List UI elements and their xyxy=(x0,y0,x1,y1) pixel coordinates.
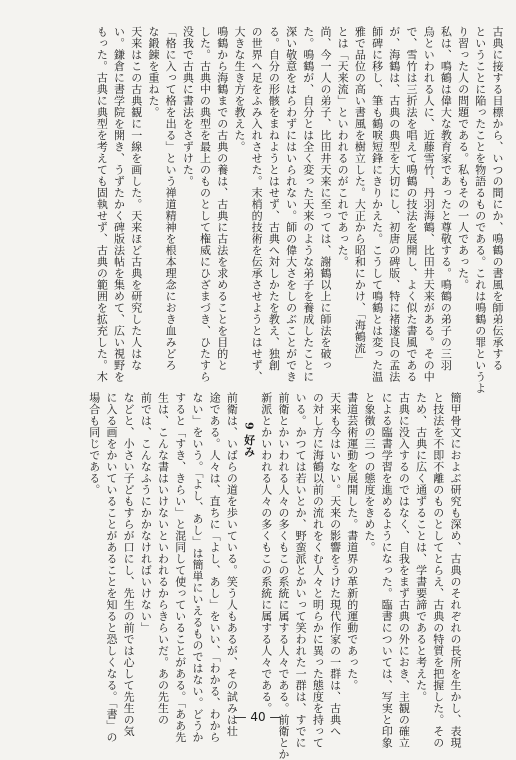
text-line: り習った人の問題である。私もその一人であった。 xyxy=(456,26,470,291)
text-line: すると「すき、きらい」と混同して使っていることがある。「ああ先 xyxy=(173,392,187,743)
text-line: と象徴の三つの態度をきめた。 xyxy=(362,392,376,553)
text-line: 前では、こんなふうにかかなければいけない」 xyxy=(139,392,153,634)
text-line: に入る画をかいていることがあることを知ると恐しくなる。「書」の xyxy=(104,392,118,743)
text-line: とは「天来流」といわれるのがこれであった。 xyxy=(336,26,350,268)
text-line: と技法を不即不離のものとしてとらえ、古典の特質を把握した。その xyxy=(431,392,445,749)
text-line: が、海鶴は、古典の典型を大切にし、初唐の碑版、特に褚遂良の孟法 xyxy=(387,26,401,383)
text-line: 前衛は、いばらの道を歩いている。笑う人もあるが、その試みは壮 xyxy=(225,392,239,737)
text-line: 雅で品位の高い書風を樹立した。大正から昭和にかけ、「海鶴流」 xyxy=(353,26,367,366)
text-line: 師碑に移し、筆も鶴唳短鋒にきりかえた。こうして鳴鶴とは変った温 xyxy=(370,26,384,383)
text-line: いる。かつては若いとか、野蛮派とかいって笑われた一群は、すでに xyxy=(294,392,308,749)
text-line: 深い敬意をはらわずにはいられない。師の偉大さをしのぶことができ xyxy=(284,26,298,383)
text-line: 前衛とかいわれる人々の多くもこの系統に属する人々である。前衛とか xyxy=(276,392,290,760)
text-line: 尚、今一人の弟子、比田井天来に至っては、謝鶴以上に師法を破っ xyxy=(318,26,332,371)
text-line: による臨書学習を進めるようになった。臨書については、写実と印象 xyxy=(380,392,394,749)
text-line: 新派とかいわれる人々の多くもこの系統に属する人々である。 xyxy=(259,392,273,714)
text-line: ため、古典に広く通ずることは、学書要諦であると考えた。 xyxy=(414,392,428,703)
text-line: 場合も同じである。 xyxy=(87,392,101,496)
text-line: 天来も今はいない。天来の影響をうけた現代作家の一群は、古典へ xyxy=(328,392,342,737)
text-line: 書道芸術運動を展開した。書道界の革新的運動であった。 xyxy=(345,392,359,691)
text-line: もった。古典に典型を考えても固執せず、古典の範囲を拡充した。木 xyxy=(95,26,109,383)
text-line: 古典に接する目標から、いつの間にか、鳴鶴の書風を師弟伝承する xyxy=(491,26,504,371)
text-line: 烏といわれる人に、近藤雪竹、丹羽海鶴、比田井天来がある。その中 xyxy=(422,26,436,383)
text-line: 古典に没入するのではなく、自我をまず古典の外におき、主観の確立 xyxy=(397,392,411,749)
text-line: た。鳴鶴が、自分とは全く変った天来のような弟子を養成したことに xyxy=(301,26,315,383)
text-line: 途である。人々は、直ちに「よし、あし」をいい、「わかる、わから xyxy=(208,392,222,743)
section-heading: 9 好み xyxy=(242,422,256,458)
text-line: ということに陥ったことを物語るものである。これは鳴鶴の罪というよ xyxy=(473,26,487,394)
text-line: の世界へ足をふみ入れさせた。末梢的技術を伝承させようとはせず、 xyxy=(250,26,264,383)
text-line: の対し方に海鶴以前の流れをくむ人々と明らかに異った態度を持って xyxy=(311,392,325,749)
text-line: 私は、鳴鶴は偉大な教育家であったと尊敬する。鳴鶴の弟子の三羽 xyxy=(439,26,453,371)
text-line: 簡甲骨文におよぶ研究も深め、古典のそれぞれの長所を生かし、表現 xyxy=(449,392,462,749)
text-line: で、雪竹は三折法を唱えて鳴鶴の技法を展開し、よく似た書風である xyxy=(404,26,418,383)
text-line: 没我で古典に書法をさずけた。 xyxy=(181,26,195,187)
page-number: — 40 — xyxy=(234,710,282,724)
text-line: ない」をいう。「よし、あし」は簡単にいえるものではない。どうか xyxy=(190,392,204,743)
text-line: い。鎌倉に書学院を開き、うずたかく碑版法帖を集めて、広い視野を xyxy=(112,26,126,383)
text-line: 大きな生き方を教えた。 xyxy=(232,26,246,153)
text-line: 生は、こんな書はいけないといわれるからきらいだ。あの先生の xyxy=(156,392,170,726)
text-line: な鍛錬を重ねた。 xyxy=(146,26,160,118)
text-line: などと、小さい子どもすらが口にし、先生の前では心して先生の気 xyxy=(122,392,136,737)
text-line: 天来はこの古典観に一線を画した。天来ほど古典を研究した人はな xyxy=(129,26,143,371)
text-line: 「格に入って格を出る」という禅道精神を根本理念におき血みどろ xyxy=(164,26,178,371)
text-line: る。自分の形骸をまねようとはせず、古典へ対しかたを教え、独創 xyxy=(267,26,281,371)
top-text-block xyxy=(61,26,506,394)
text-line: した。古典中の典型を最上のものとして権威にひざまづき、ひたすら xyxy=(198,26,212,383)
text-line: 鳴鶴から海鶴までの古典の養は、古典に古法を求めることを目的と xyxy=(215,26,229,371)
